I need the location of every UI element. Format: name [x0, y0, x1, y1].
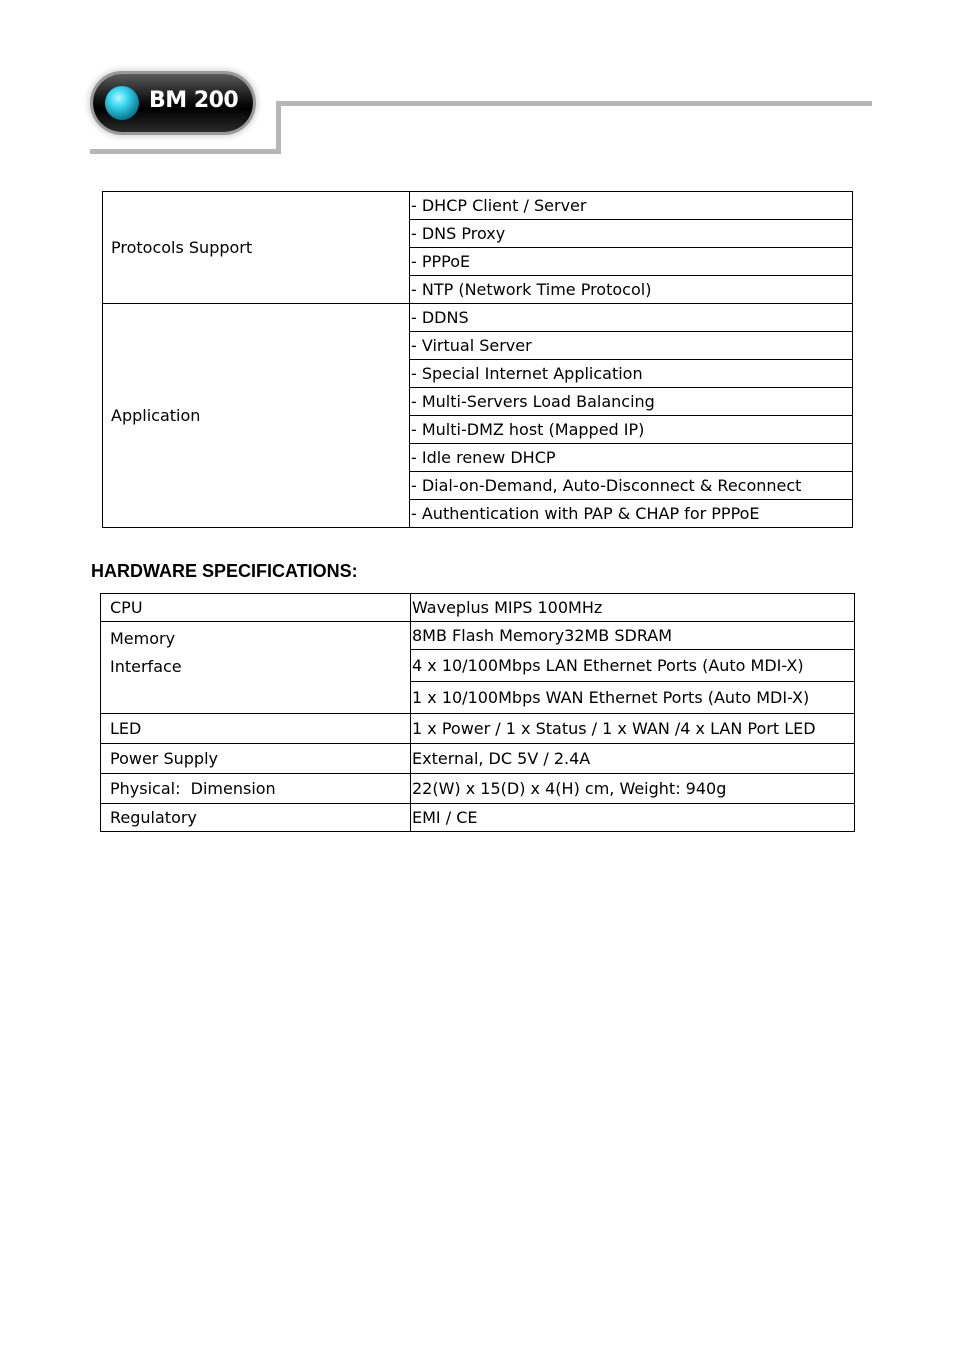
memory-label: Memory — [110, 629, 176, 648]
application-item: - Dial-on-Demand, Auto-Disconnect & Reconnect — [410, 472, 853, 500]
application-item: - Idle renew DHCP — [410, 444, 853, 472]
logo-text: BM 200 — [149, 88, 239, 113]
application-item: - Multi-DMZ host (Mapped IP) — [410, 416, 853, 444]
interface-label: Interface — [110, 657, 182, 676]
application-label: Application — [103, 304, 410, 528]
interface-value: 1 x 10/100Mbps WAN Ethernet Ports (Auto MDI-X) — [411, 682, 855, 714]
protocol-item: - PPPoE — [410, 248, 853, 276]
application-item: - Special Internet Application — [410, 360, 853, 388]
application-item: - Authentication with PAP & CHAP for PPPoE — [410, 500, 853, 528]
protocol-item: - DNS Proxy — [410, 220, 853, 248]
interface-value: 4 x 10/100Mbps LAN Ethernet Ports (Auto MDI-X) — [411, 650, 855, 682]
cpu-value: Waveplus MIPS 100MHz — [411, 594, 855, 622]
bm200-logo — [93, 74, 253, 132]
application-item: - Virtual Server — [410, 332, 853, 360]
protocols-label: Protocols Support — [103, 192, 410, 304]
header-rule-bottom — [90, 149, 281, 154]
led-value: 1 x Power / 1 x Status / 1 x WAN /4 x LAN Port LED — [411, 714, 855, 744]
application-item: - DDNS — [410, 304, 853, 332]
hardware-heading: HARDWARE SPECIFICATIONS: — [91, 561, 358, 581]
physical-value: 22(W) x 15(D) x 4(H) cm, Weight: 940g — [411, 774, 855, 804]
led-label: LED — [101, 714, 411, 744]
protocol-item: - NTP (Network Time Protocol) — [410, 276, 853, 304]
header-rule-top — [276, 101, 872, 106]
hardware-spec-table — [100, 593, 855, 832]
physical-label: Physical: Dimension — [101, 774, 411, 804]
protocol-item: - DHCP Client / Server — [410, 192, 853, 220]
software-spec-table — [102, 191, 853, 528]
power-value: External, DC 5V / 2.4A — [411, 744, 855, 774]
power-label: Power Supply — [101, 744, 411, 774]
cpu-label: CPU — [101, 594, 411, 622]
memory-interface-cell — [101, 622, 411, 714]
header-rule-vertical — [276, 101, 281, 154]
logo-orb-icon — [105, 86, 139, 120]
memory-value: 8MB Flash Memory32MB SDRAM — [411, 622, 855, 650]
regulatory-value: EMI / CE — [411, 804, 855, 832]
application-item: - Multi-Servers Load Balancing — [410, 388, 853, 416]
regulatory-label: Regulatory — [101, 804, 411, 832]
